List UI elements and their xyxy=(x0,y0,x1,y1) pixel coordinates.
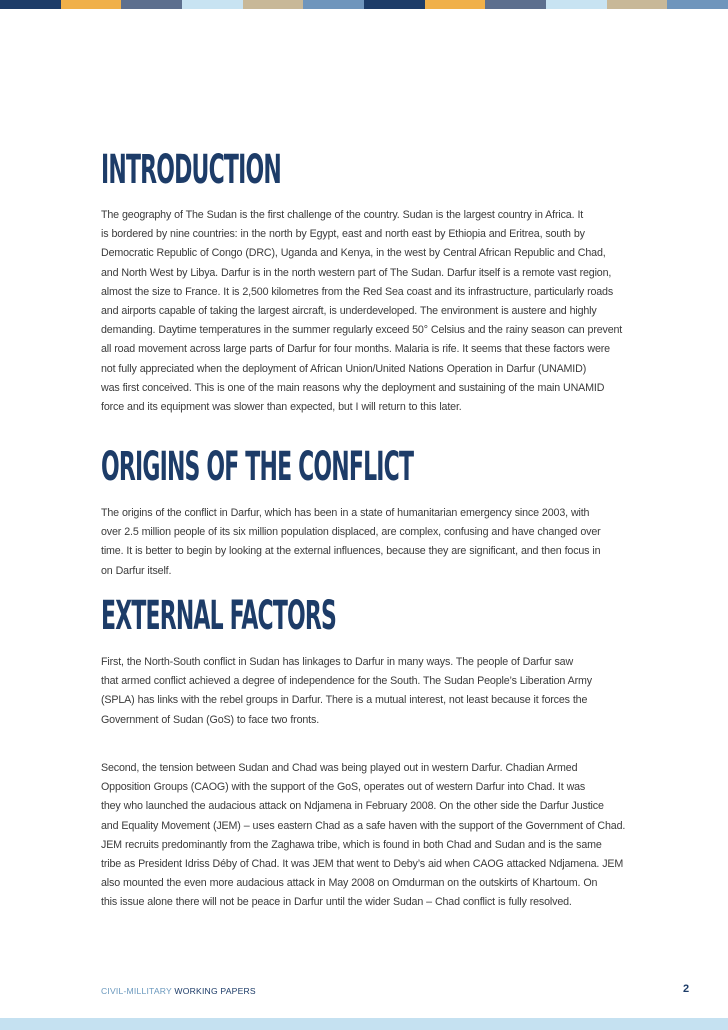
text-line: also mounted the even more audacious attack in May 2008 on Omdurman on the outskirts of Khartoum. On xyxy=(101,877,598,890)
heading-origins-of-the-conflict: ORIGINS OF THE CONFLICT xyxy=(101,444,414,490)
top-band-segment xyxy=(61,0,122,9)
external-factors-paragraph-1 xyxy=(101,653,626,730)
text-line: The origins of the conflict in Darfur, which has been in a state of humanitarian emergency since 2003, with xyxy=(101,507,590,519)
text-line: First, the North-South conflict in Sudan has linkages to Darfur in many ways. The people of Darfur saw xyxy=(101,656,574,668)
footer-series-title xyxy=(101,986,256,996)
text-line: on Darfur itself. xyxy=(101,564,172,577)
bottom-color-band xyxy=(0,1018,728,1030)
text-line: force and its equipment was slower than expected, but I will return to this later. xyxy=(101,401,462,414)
text-line: Opposition Groups (CAOG) with the support of the GoS, operates out of western Darfur into Chad. It was xyxy=(101,781,586,794)
text-line: was first conceived. This is one of the main reasons why the deployment and sustaining of the main UNAMID xyxy=(101,381,605,394)
page-number: 2 xyxy=(683,983,690,995)
top-band-segment xyxy=(546,0,607,9)
text-line: not fully appreciated when the deployment of African Union/United Nations Operation in Darfur (UNAMID) xyxy=(101,362,587,375)
text-line: time. It is better to begin by looking at the external influences, because they are significant, and then focus in xyxy=(101,545,601,558)
heading-external-factors: EXTERNAL FACTORS xyxy=(101,593,337,639)
text-line: The geography of The Sudan is the first challenge of the country. Sudan is the largest country in Africa. It xyxy=(101,209,584,221)
heading-introduction: INTRODUCTION xyxy=(101,147,281,193)
text-line: demanding. Daytime temperatures in the summer regularly exceed 50° Celsius and the rainy season can prevent xyxy=(101,324,623,337)
text-line: all road movement across large parts of Darfur for four months. Malaria is rife. It seems that these factors were xyxy=(101,343,610,356)
top-band-segment xyxy=(0,0,61,9)
text-line: is bordered by nine countries: in the north by Egypt, east and north east by Ethiopia and Eritrea, south by xyxy=(101,228,585,241)
text-line: and North West by Libya. Darfur is in the north western part of The Sudan. Darfur itself is a remote vast region, xyxy=(101,266,612,279)
text-line: almost the size to France. It is 2,500 kilometres from the Red Sea coast and its infrastructure, particularly roads xyxy=(101,285,614,298)
text-line: that armed conflict achieved a degree of independence for the South. The Sudan People’s Liberation Army xyxy=(101,675,592,688)
text-line: and airports capable of taking the largest aircraft, is underdeveloped. The environment is austere and highly xyxy=(101,305,597,318)
top-band-segment xyxy=(607,0,668,9)
introduction-paragraph xyxy=(101,206,626,417)
footer-series-suffix: WORKING PAPERS xyxy=(174,986,256,996)
external-factors-paragraph-2 xyxy=(101,759,626,913)
text-line: Second, the tension between Sudan and Chad was being played out in western Darfur. Chadian Armed xyxy=(101,762,578,774)
text-line: Democratic Republic of Congo (DRC), Uganda and Kenya, in the west by Central African Republic and Chad, xyxy=(101,247,606,260)
text-line: they who launched the audacious attack on Ndjamena in February 2008. On the other side the Darfur Justice xyxy=(101,800,604,813)
top-band-segment xyxy=(667,0,728,9)
text-line: (SPLA) has links with the rebel groups in Darfur. There is a mutual interest, not least because it forces the xyxy=(101,694,588,707)
top-band-segment xyxy=(243,0,304,9)
text-line: and Equality Movement (JEM) – uses eastern Chad as a safe haven with the support of the Government of Chad. xyxy=(101,819,626,832)
text-line: tribe as President Idriss Déby of Chad. It was JEM that went to Deby’s aid when CAOG attacked Ndjamena. JEM xyxy=(101,858,624,871)
top-band-segment xyxy=(425,0,486,9)
top-color-band xyxy=(0,0,728,9)
text-line: this issue alone there will not be peace in Darfur until the wider Sudan – Chad conflict is fully resolved. xyxy=(101,896,572,909)
text-line: Government of Sudan (GoS) to face two fronts. xyxy=(101,713,320,726)
text-line: over 2.5 million people of its six million population displaced, are complex, confusing and have changed over xyxy=(101,526,601,539)
top-band-segment xyxy=(485,0,546,9)
top-band-segment xyxy=(121,0,182,9)
origins-paragraph xyxy=(101,504,626,581)
top-band-segment xyxy=(364,0,425,9)
top-band-segment xyxy=(182,0,243,9)
top-band-segment xyxy=(303,0,364,9)
text-line: JEM recruits predominantly from the Zaghawa tribe, which is found in both Chad and Sudan and is the same xyxy=(101,838,602,851)
footer-series-prefix: CIVIL-MILLITARY xyxy=(101,986,172,996)
